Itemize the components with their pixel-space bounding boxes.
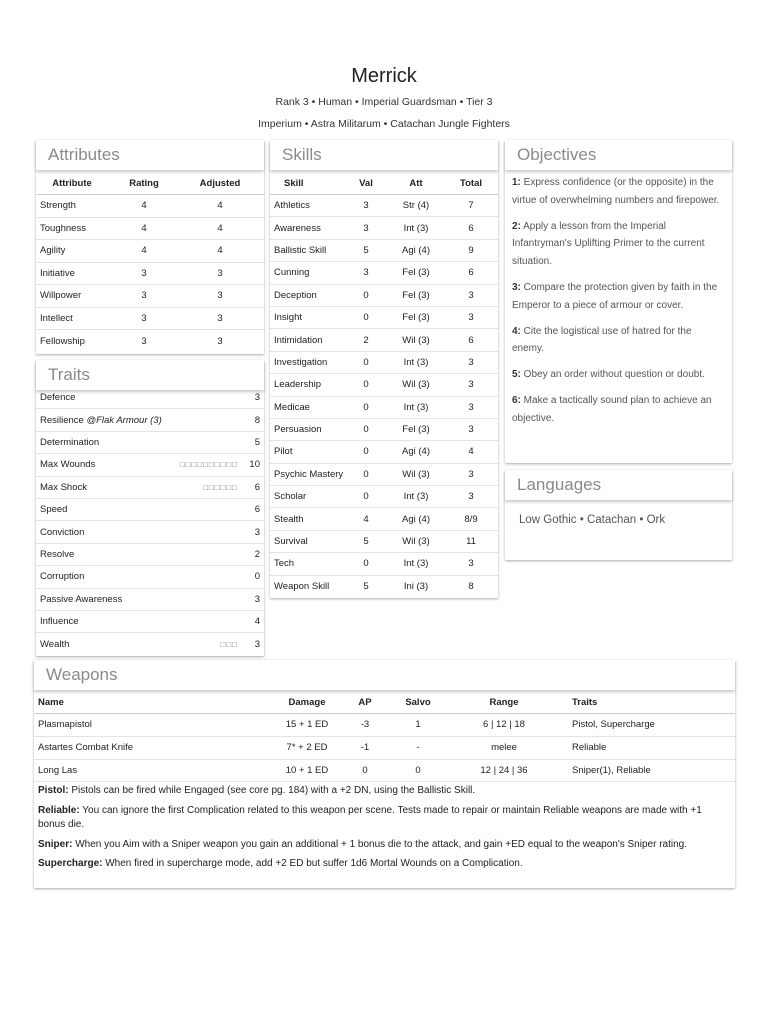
skill-row bbox=[270, 329, 498, 351]
weapon-damage: 15 + 1 ED bbox=[285, 719, 329, 731]
weapon-trait-text: Pistols can be fired while Engaged (see core pg. 184) with a +2 DN, using the Ballistic Skill. bbox=[68, 785, 476, 796]
trait-value: 8 bbox=[254, 414, 260, 426]
trait-label: Resolve bbox=[40, 548, 75, 560]
objective-number: 2: bbox=[512, 220, 521, 232]
skill-val: 5 bbox=[363, 581, 369, 593]
trait-row bbox=[36, 432, 264, 454]
attribute-row bbox=[36, 330, 264, 353]
skills-header-row bbox=[270, 172, 498, 195]
column-header: AP bbox=[358, 696, 372, 708]
attribute-name: Intellect bbox=[40, 312, 73, 324]
skill-name: Intimidation bbox=[274, 334, 323, 346]
trait-label: Max Shock bbox=[40, 481, 87, 493]
skill-name: Survival bbox=[274, 536, 308, 548]
skill-val: 0 bbox=[363, 401, 369, 413]
skill-name: Insight bbox=[274, 312, 302, 324]
traits-card bbox=[36, 360, 264, 656]
skill-att: Fel (3) bbox=[402, 312, 430, 324]
skill-row bbox=[270, 486, 498, 508]
skill-att: Wil (3) bbox=[402, 468, 430, 480]
skill-row bbox=[270, 441, 498, 463]
trait-label: Max Wounds bbox=[40, 459, 96, 471]
skill-row bbox=[270, 508, 498, 530]
skill-att: Wil (3) bbox=[402, 536, 430, 548]
attribute-adjusted: 3 bbox=[217, 290, 223, 302]
weapon-ap: 0 bbox=[362, 764, 368, 776]
trait-name bbox=[40, 459, 180, 470]
trait-row bbox=[36, 611, 264, 633]
trait-row bbox=[36, 544, 264, 566]
weapon-salvo: - bbox=[416, 742, 420, 754]
skill-row bbox=[270, 307, 498, 329]
trait-row bbox=[36, 589, 264, 611]
skill-val: 0 bbox=[363, 312, 369, 324]
weapon-traits: Sniper(1), Reliable bbox=[572, 764, 651, 776]
skill-row bbox=[270, 195, 498, 217]
skill-att: Fel (3) bbox=[402, 424, 430, 436]
objectives-list bbox=[512, 174, 726, 436]
weapon-row bbox=[34, 760, 735, 783]
skill-att: Agi (4) bbox=[402, 513, 430, 525]
skill-row bbox=[270, 352, 498, 374]
column-header: Name bbox=[38, 696, 64, 708]
skill-name: Leadership bbox=[274, 379, 322, 391]
objectives-title: Objectives bbox=[505, 140, 732, 170]
skill-att: Wil (3) bbox=[402, 334, 430, 346]
trait-row bbox=[36, 477, 264, 499]
attribute-adjusted: 4 bbox=[217, 245, 223, 257]
attribute-name: Willpower bbox=[40, 290, 82, 302]
trait-label: Corruption bbox=[40, 571, 85, 583]
skills-table bbox=[270, 172, 498, 598]
skills-card bbox=[270, 140, 498, 598]
skill-name: Cunning bbox=[274, 267, 310, 279]
attribute-name: Agility bbox=[40, 245, 66, 257]
column-header: Att bbox=[409, 177, 423, 189]
traits-table bbox=[36, 387, 264, 656]
trait-name bbox=[40, 549, 246, 560]
trait-name bbox=[40, 571, 246, 582]
traits-title: Traits bbox=[36, 360, 264, 390]
skill-val: 0 bbox=[363, 446, 369, 458]
column-header: Adjusted bbox=[199, 177, 241, 189]
attribute-name: Toughness bbox=[40, 222, 86, 234]
trait-label: Passive Awareness bbox=[40, 593, 123, 605]
skill-att: Int (3) bbox=[403, 491, 429, 503]
skill-val: 0 bbox=[363, 289, 369, 301]
objective-text: Cite the logistical use of hatred for the enemy. bbox=[512, 325, 692, 355]
trait-name bbox=[40, 437, 246, 448]
skill-att: Agi (4) bbox=[402, 244, 430, 256]
trait-value: 3 bbox=[254, 526, 260, 538]
trait-value: 4 bbox=[254, 616, 260, 628]
weapons-header-row bbox=[34, 691, 735, 714]
attribute-rating: 4 bbox=[141, 245, 147, 257]
column-header: Range bbox=[489, 696, 519, 708]
skill-att: Agi (4) bbox=[402, 446, 430, 458]
weapon-trait-label: Supercharge: bbox=[38, 858, 103, 869]
tracker-boxes: □□□ bbox=[220, 639, 238, 649]
skill-att: Int (3) bbox=[403, 356, 429, 368]
skill-row bbox=[270, 531, 498, 553]
trait-note: @Flak Armour (3) bbox=[86, 414, 162, 426]
attributes-card bbox=[36, 140, 264, 354]
attribute-rating: 3 bbox=[141, 335, 147, 347]
trait-value: 3 bbox=[254, 593, 260, 605]
attribute-adjusted: 3 bbox=[217, 267, 223, 279]
tracker-boxes: □□□□□□□□□□ bbox=[179, 460, 238, 470]
attribute-row bbox=[36, 308, 264, 331]
objective-number: 5: bbox=[512, 369, 521, 381]
skill-val: 0 bbox=[363, 491, 369, 503]
weapon-ap: -3 bbox=[360, 719, 370, 731]
skills-title: Skills bbox=[270, 140, 498, 170]
skill-name: Psychic Mastery bbox=[274, 468, 344, 480]
column-header: Rating bbox=[129, 177, 159, 189]
trait-label: Conviction bbox=[40, 526, 85, 538]
attribute-adjusted: 4 bbox=[217, 200, 223, 212]
attribute-rating: 3 bbox=[141, 312, 147, 324]
column-header: Damage bbox=[288, 696, 326, 708]
trait-label: Wealth bbox=[40, 638, 70, 650]
attribute-adjusted: 3 bbox=[217, 312, 223, 324]
skill-total: 3 bbox=[468, 401, 474, 413]
weapon-salvo: 1 bbox=[415, 719, 421, 731]
weapon-name: Astartes Combat Knife bbox=[38, 742, 134, 754]
skill-total: 8/9 bbox=[464, 513, 478, 525]
trait-value: 6 bbox=[254, 504, 260, 516]
skill-att: Wil (3) bbox=[402, 379, 430, 391]
character-rank-line: Rank 3 • Human • Imperial Guardsman • Tier 3 bbox=[275, 96, 493, 108]
skill-val: 4 bbox=[363, 513, 369, 525]
trait-name bbox=[40, 504, 246, 515]
weapons-table bbox=[34, 691, 735, 782]
trait-label: Determination bbox=[40, 436, 100, 448]
trait-value: 3 bbox=[254, 638, 260, 650]
weapon-trait-text: You can ignore the first Complication related to this weapon per scene. Tests made to repair or maintain Reliable weapons are made with +1 bonus die. bbox=[38, 804, 702, 830]
trait-value: 2 bbox=[254, 548, 260, 560]
weapon-row bbox=[34, 737, 735, 760]
skill-val: 0 bbox=[363, 424, 369, 436]
objective-text: Make a tactically sound plan to achieve an objective. bbox=[512, 394, 712, 424]
attribute-rating: 3 bbox=[141, 290, 147, 302]
skill-total: 3 bbox=[468, 379, 474, 391]
trait-value: 6 bbox=[254, 481, 260, 493]
trait-row bbox=[36, 454, 264, 476]
trait-row bbox=[36, 633, 264, 655]
skill-att: Fel (3) bbox=[402, 289, 430, 301]
objective-number: 6: bbox=[512, 394, 521, 406]
skill-name: Awareness bbox=[274, 222, 321, 234]
weapon-name: Long Las bbox=[38, 764, 78, 776]
weapon-damage: 10 + 1 ED bbox=[285, 764, 329, 776]
weapon-trait-note bbox=[38, 838, 723, 853]
character-header bbox=[0, 62, 768, 131]
objective-item bbox=[512, 366, 726, 384]
skill-row bbox=[270, 464, 498, 486]
weapon-trait-note bbox=[38, 784, 723, 799]
skill-row bbox=[270, 217, 498, 239]
weapon-name: Plasmapistol bbox=[38, 719, 92, 731]
trait-name bbox=[40, 482, 203, 493]
weapon-range: 12 | 24 | 36 bbox=[480, 764, 528, 776]
skill-val: 0 bbox=[363, 379, 369, 391]
trait-value: 3 bbox=[254, 392, 260, 404]
trait-name bbox=[40, 594, 246, 605]
objective-number: 4: bbox=[512, 325, 521, 337]
skill-name: Athletics bbox=[274, 200, 310, 212]
skill-name: Investigation bbox=[274, 356, 328, 368]
objective-text: Compare the protection given by faith in the Emperor to a piece of armour or cover. bbox=[512, 281, 718, 311]
skill-att: Fel (3) bbox=[402, 267, 430, 279]
skill-row bbox=[270, 419, 498, 441]
skill-total: 6 bbox=[468, 222, 474, 234]
weapon-trait-note bbox=[38, 857, 723, 872]
skill-total: 9 bbox=[468, 244, 474, 256]
objective-text: Obey an order without question or doubt. bbox=[520, 369, 705, 381]
skill-total: 3 bbox=[468, 356, 474, 368]
skill-total: 4 bbox=[468, 446, 474, 458]
objective-item bbox=[512, 392, 726, 428]
skill-name: Persuasion bbox=[274, 424, 322, 436]
weapon-range: melee bbox=[491, 742, 517, 754]
trait-value: 0 bbox=[254, 571, 260, 583]
skill-val: 3 bbox=[363, 200, 369, 212]
skill-row bbox=[270, 285, 498, 307]
skill-name: Scholar bbox=[274, 491, 307, 503]
skill-name: Weapon Skill bbox=[274, 581, 330, 593]
weapon-trait-label: Pistol: bbox=[38, 785, 69, 796]
column-header: Salvo bbox=[405, 696, 431, 708]
weapon-row bbox=[34, 714, 735, 737]
trait-row bbox=[36, 409, 264, 431]
attribute-row bbox=[36, 263, 264, 286]
attribute-name: Fellowship bbox=[40, 335, 85, 347]
tracker-boxes: □□□□□□ bbox=[203, 482, 238, 492]
attribute-row bbox=[36, 195, 264, 218]
weapon-traits: Reliable bbox=[572, 742, 607, 754]
attribute-name: Strength bbox=[40, 200, 76, 212]
column-header: Attribute bbox=[52, 177, 92, 189]
skill-att: Int (3) bbox=[403, 558, 429, 570]
skill-total: 3 bbox=[468, 424, 474, 436]
trait-value: 5 bbox=[254, 436, 260, 448]
skill-total: 3 bbox=[468, 491, 474, 503]
objective-item bbox=[512, 323, 726, 359]
skill-name: Stealth bbox=[274, 513, 304, 525]
trait-row bbox=[36, 499, 264, 521]
weapon-trait-note bbox=[38, 804, 723, 833]
attribute-adjusted: 4 bbox=[217, 222, 223, 234]
skill-val: 0 bbox=[363, 558, 369, 570]
skill-name: Ballistic Skill bbox=[274, 244, 327, 256]
trait-name bbox=[40, 415, 246, 426]
trait-row bbox=[36, 566, 264, 588]
languages-list: Low Gothic • Catachan • Ork bbox=[519, 514, 666, 526]
weapon-damage: 7* + 2 ED bbox=[286, 742, 328, 754]
skill-name: Tech bbox=[274, 558, 295, 570]
trait-name bbox=[40, 527, 246, 538]
column-header: Total bbox=[460, 177, 482, 189]
skill-name: Deception bbox=[274, 289, 317, 301]
skill-total: 8 bbox=[468, 581, 474, 593]
skill-total: 3 bbox=[468, 468, 474, 480]
skill-total: 6 bbox=[468, 267, 474, 279]
skill-att: Int (3) bbox=[403, 222, 429, 234]
trait-name bbox=[40, 392, 246, 403]
attribute-rating: 4 bbox=[141, 222, 147, 234]
weapon-trait-label: Sniper: bbox=[38, 838, 73, 850]
skill-att: Int (3) bbox=[403, 401, 429, 413]
attributes-table bbox=[36, 172, 264, 353]
trait-name bbox=[40, 639, 221, 650]
skill-val: 5 bbox=[363, 244, 369, 256]
weapon-trait-label: Reliable: bbox=[38, 804, 80, 816]
attribute-rating: 3 bbox=[141, 267, 147, 279]
trait-value: 10 bbox=[249, 459, 260, 471]
weapon-salvo: 0 bbox=[415, 764, 421, 776]
objective-text: Express confidence (or the opposite) in the virtue of overwhelming numbers and firepower. bbox=[512, 177, 720, 206]
character-faction-line: Imperium • Astra Militarum • Catachan Jungle Fighters bbox=[258, 118, 510, 130]
objective-item bbox=[512, 174, 726, 210]
trait-label: Resilience bbox=[40, 414, 87, 426]
skill-row bbox=[270, 553, 498, 575]
attribute-row bbox=[36, 218, 264, 241]
skill-val: 3 bbox=[363, 267, 369, 279]
trait-name bbox=[40, 616, 246, 627]
trait-label: Speed bbox=[40, 504, 68, 516]
weapon-traits: Pistol, Supercharge bbox=[572, 719, 655, 731]
weapon-trait-text: When fired in supercharge mode, add +2 ED but suffer 1d6 Mortal Wounds on a Complication. bbox=[102, 858, 523, 869]
skill-val: 0 bbox=[363, 468, 369, 480]
skill-val: 2 bbox=[363, 334, 369, 346]
objective-number: 1: bbox=[512, 177, 521, 188]
skill-val: 5 bbox=[363, 536, 369, 548]
skill-row bbox=[270, 397, 498, 419]
weapon-range: 6 | 12 | 18 bbox=[483, 719, 525, 731]
trait-row bbox=[36, 387, 264, 409]
attributes-title: Attributes bbox=[36, 140, 264, 170]
trait-label: Defence bbox=[40, 392, 76, 404]
skill-row bbox=[270, 374, 498, 396]
skill-name: Pilot bbox=[274, 446, 293, 458]
character-name: Merrick bbox=[351, 65, 417, 87]
objective-item bbox=[512, 279, 726, 315]
weapon-ap: -1 bbox=[360, 742, 370, 754]
objectives-card bbox=[505, 140, 732, 463]
attribute-row bbox=[36, 240, 264, 263]
skill-att: Str (4) bbox=[402, 200, 430, 212]
weapons-card bbox=[34, 660, 735, 888]
languages-title: Languages bbox=[505, 470, 732, 500]
skill-val: 3 bbox=[363, 222, 369, 234]
skill-total: 3 bbox=[468, 558, 474, 570]
skill-total: 7 bbox=[468, 200, 474, 212]
attribute-name: Initiative bbox=[40, 267, 75, 279]
column-header: Skill bbox=[284, 177, 304, 189]
skill-att: Ini (3) bbox=[403, 581, 429, 593]
objective-number: 3: bbox=[512, 281, 521, 293]
languages-card bbox=[505, 470, 732, 560]
skill-val: 0 bbox=[363, 356, 369, 368]
column-header: Traits bbox=[572, 696, 598, 708]
attribute-row bbox=[36, 285, 264, 308]
skill-total: 3 bbox=[468, 312, 474, 324]
column-header: Val bbox=[359, 177, 373, 189]
attribute-rating: 4 bbox=[141, 200, 147, 212]
weapon-trait-text: When you Aim with a Sniper weapon you gain an additional + 1 bonus die to the attack, and gain +ED equal to the weapon's Sniper rating. bbox=[72, 838, 687, 850]
skill-row bbox=[270, 576, 498, 598]
trait-row bbox=[36, 521, 264, 543]
attribute-adjusted: 3 bbox=[217, 335, 223, 347]
skill-total: 6 bbox=[468, 334, 474, 346]
attributes-header-row bbox=[36, 172, 264, 195]
weapon-trait-notes bbox=[38, 784, 723, 877]
objective-item bbox=[512, 218, 726, 271]
weapons-title: Weapons bbox=[34, 660, 735, 690]
skill-row bbox=[270, 262, 498, 284]
skill-name: Medicae bbox=[274, 401, 310, 413]
objective-text: Apply a lesson from the Imperial Infantryman's Uplifting Primer to the current situation. bbox=[512, 220, 705, 268]
skill-total: 3 bbox=[468, 289, 474, 301]
skill-total: 11 bbox=[466, 536, 476, 548]
trait-label: Influence bbox=[40, 616, 79, 628]
skill-row bbox=[270, 240, 498, 262]
